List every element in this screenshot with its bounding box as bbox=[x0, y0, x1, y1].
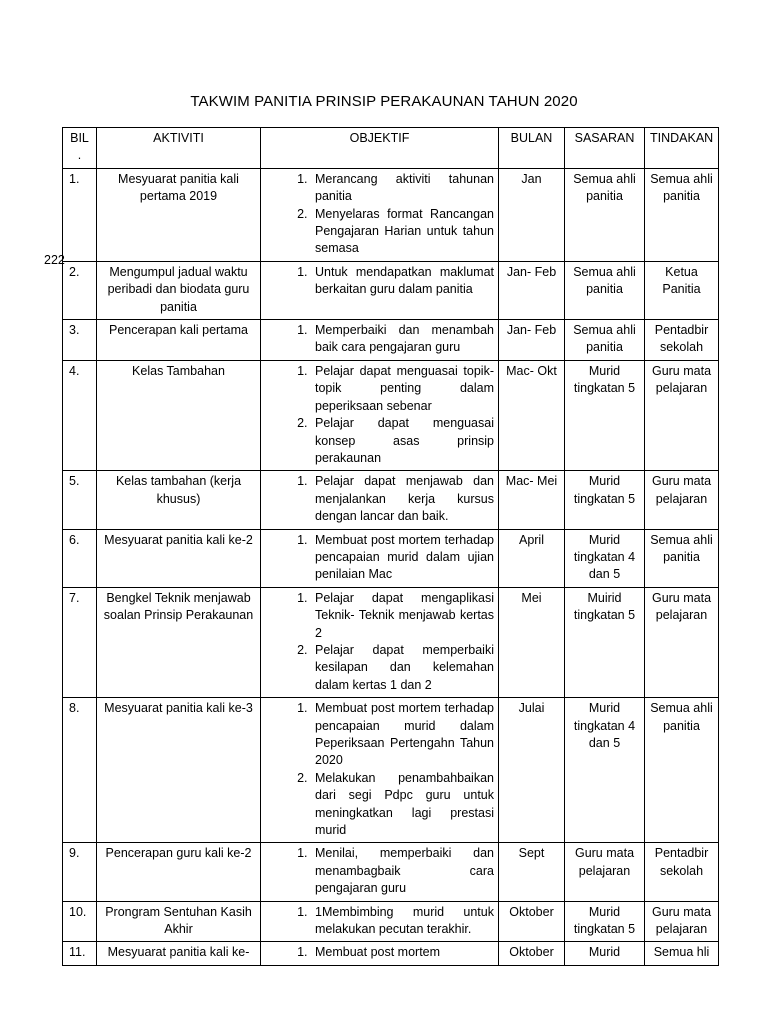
cell-objektif bbox=[261, 901, 499, 942]
takwim-table bbox=[62, 127, 719, 966]
cell-tindakan: Guru mata pelajaran bbox=[645, 360, 719, 470]
margin-number: 222 bbox=[44, 253, 65, 267]
table-row bbox=[63, 320, 719, 361]
cell-aktiviti: Mengumpul jadual waktu peribadi dan biodata guru panitia bbox=[97, 261, 261, 319]
objektif-item: 1. Membuat post mortem terhadap pencapaian murid dalam ujian penilaian Mac bbox=[311, 532, 494, 584]
cell-sasaran: Muirid tingkatan 5 bbox=[565, 587, 645, 697]
document-title: TAKWIM PANITIA PRINSIP PERAKAUNAN TAHUN 2020 bbox=[190, 93, 578, 110]
cell-bil: 4. bbox=[63, 360, 97, 470]
cell-objektif bbox=[261, 587, 499, 697]
cell-sasaran: Murid bbox=[565, 942, 645, 965]
table-row bbox=[63, 529, 719, 587]
cell-objektif bbox=[261, 471, 499, 529]
cell-bil: 3. bbox=[63, 320, 97, 361]
cell-sasaran: Murid tingkatan 5 bbox=[565, 360, 645, 470]
cell-tindakan: Guru mata pelajaran bbox=[645, 587, 719, 697]
cell-bulan: Oktober bbox=[499, 942, 565, 965]
cell-tindakan: Semua ahli panitia bbox=[645, 529, 719, 587]
objektif-item: 2. Pelajar dapat memperbaiki kesilapan dan kelemahan dalam kertas 1 dan 2 bbox=[311, 642, 494, 694]
table-row bbox=[63, 261, 719, 319]
cell-sasaran: Murid tingkatan 4 dan 5 bbox=[565, 529, 645, 587]
objektif-list bbox=[265, 845, 494, 897]
cell-objektif bbox=[261, 360, 499, 470]
header-bil: BIL . bbox=[63, 128, 97, 169]
objektif-list bbox=[265, 473, 494, 525]
header-sasaran: SASARAN bbox=[565, 128, 645, 169]
cell-tindakan: Guru mata pelajaran bbox=[645, 901, 719, 942]
cell-aktiviti: Bengkel Teknik menjawab soalan Prinsip Perakaunan bbox=[97, 587, 261, 697]
cell-objektif bbox=[261, 168, 499, 261]
cell-sasaran: Semua ahli panitia bbox=[565, 168, 645, 261]
header-objektif: OBJEKTIF bbox=[261, 128, 499, 169]
cell-aktiviti: Prongram Sentuhan Kasih Akhir bbox=[97, 901, 261, 942]
cell-tindakan: Semua ahli panitia bbox=[645, 168, 719, 261]
objektif-item: 1. Pelajar dapat mengaplikasi Teknik- Teknik menjawab kertas 2 bbox=[311, 590, 494, 642]
table-row bbox=[63, 843, 719, 901]
cell-bulan: Jan- Feb bbox=[499, 320, 565, 361]
cell-tindakan: Guru mata pelajaran bbox=[645, 471, 719, 529]
objektif-item: 1. Merancang aktiviti tahunan panitia bbox=[311, 171, 494, 206]
cell-bulan: Jan bbox=[499, 168, 565, 261]
table-row bbox=[63, 471, 719, 529]
cell-objektif bbox=[261, 843, 499, 901]
cell-bil: 6. bbox=[63, 529, 97, 587]
cell-tindakan: Semua ahli panitia bbox=[645, 698, 719, 843]
cell-objektif bbox=[261, 942, 499, 965]
objektif-item: 2. Pelajar dapat menguasai konsep asas prinsip perakaunan bbox=[311, 415, 494, 467]
cell-bil: 11. bbox=[63, 942, 97, 965]
cell-bil: 7. bbox=[63, 587, 97, 697]
objektif-item: 1. Memperbaiki dan menambah baik cara pengajaran guru bbox=[311, 322, 494, 357]
cell-sasaran: Semua ahli panitia bbox=[565, 320, 645, 361]
table-row bbox=[63, 698, 719, 843]
objektif-list bbox=[265, 944, 494, 961]
cell-tindakan: Semua hli bbox=[645, 942, 719, 965]
cell-tindakan: Ketua Panitia bbox=[645, 261, 719, 319]
cell-aktiviti: Mesyuarat panitia kali pertama 2019 bbox=[97, 168, 261, 261]
cell-bulan: Oktober bbox=[499, 901, 565, 942]
cell-bulan: Mac- Okt bbox=[499, 360, 565, 470]
header-bulan: BULAN bbox=[499, 128, 565, 169]
cell-sasaran: Murid tingkatan 5 bbox=[565, 471, 645, 529]
objektif-item: 1. Pelajar dapat menjawab dan menjalankan kerja kursus dengan lancar dan baik. bbox=[311, 473, 494, 525]
cell-aktiviti: Pencerapan guru kali ke-2 bbox=[97, 843, 261, 901]
cell-sasaran: Murid tingkatan 5 bbox=[565, 901, 645, 942]
table-row bbox=[63, 168, 719, 261]
table-row bbox=[63, 901, 719, 942]
cell-bil: 2. bbox=[63, 261, 97, 319]
cell-aktiviti: Pencerapan kali pertama bbox=[97, 320, 261, 361]
objektif-item: 1. 1Membimbing murid untuk melakukan pecutan terakhir. bbox=[311, 904, 494, 939]
objektif-list bbox=[265, 264, 494, 299]
cell-bulan: Julai bbox=[499, 698, 565, 843]
objektif-list bbox=[265, 171, 494, 258]
objektif-list bbox=[265, 700, 494, 839]
cell-objektif bbox=[261, 320, 499, 361]
table-row bbox=[63, 360, 719, 470]
cell-aktiviti: Mesyuarat panitia kali ke-2 bbox=[97, 529, 261, 587]
cell-bil: 9. bbox=[63, 843, 97, 901]
cell-bulan: April bbox=[499, 529, 565, 587]
objektif-item: 1. Pelajar dapat menguasai topik-topik penting dalam peperiksaan sebenar bbox=[311, 363, 494, 415]
objektif-list bbox=[265, 904, 494, 939]
cell-sasaran: Murid tingkatan 4 dan 5 bbox=[565, 698, 645, 843]
cell-aktiviti: Kelas Tambahan bbox=[97, 360, 261, 470]
cell-objektif bbox=[261, 529, 499, 587]
cell-bulan: Mac- Mei bbox=[499, 471, 565, 529]
cell-bil: 1. bbox=[63, 168, 97, 261]
header-tindakan: TINDAKAN bbox=[645, 128, 719, 169]
table-row bbox=[63, 587, 719, 697]
cell-tindakan: Pentadbir sekolah bbox=[645, 320, 719, 361]
objektif-item: 1. Menilai, memperbaiki dan menambagbaik cara pengajaran guru bbox=[311, 845, 494, 897]
table-header-row bbox=[63, 128, 719, 169]
cell-tindakan: Pentadbir sekolah bbox=[645, 843, 719, 901]
objektif-list bbox=[265, 322, 494, 357]
objektif-list bbox=[265, 590, 494, 694]
cell-bil: 8. bbox=[63, 698, 97, 843]
cell-bulan: Mei bbox=[499, 587, 565, 697]
cell-bulan: Sept bbox=[499, 843, 565, 901]
cell-bil: 10. bbox=[63, 901, 97, 942]
cell-objektif bbox=[261, 261, 499, 319]
cell-bil: 5. bbox=[63, 471, 97, 529]
cell-aktiviti: Mesyuarat panitia kali ke- bbox=[97, 942, 261, 965]
objektif-item: 2. Melakukan penambahbaikan dari segi Pdpc guru untuk meningkatkan lagi prestasi murid bbox=[311, 770, 494, 840]
table-row bbox=[63, 942, 719, 965]
objektif-list bbox=[265, 532, 494, 584]
objektif-item: 1. Membuat post mortem terhadap pencapaian murid dalam Peperiksaan Pertengahn Tahun 2020 bbox=[311, 700, 494, 770]
cell-aktiviti: Mesyuarat panitia kali ke-3 bbox=[97, 698, 261, 843]
cell-sasaran: Guru mata pelajaran bbox=[565, 843, 645, 901]
objektif-item: 1. Untuk mendapatkan maklumat berkaitan guru dalam panitia bbox=[311, 264, 494, 299]
cell-objektif bbox=[261, 698, 499, 843]
objektif-item: 1. Membuat post mortem bbox=[311, 944, 494, 961]
cell-aktiviti: Kelas tambahan (kerja khusus) bbox=[97, 471, 261, 529]
cell-sasaran: Semua ahli panitia bbox=[565, 261, 645, 319]
header-aktiviti: AKTIVITI bbox=[97, 128, 261, 169]
cell-bulan: Jan- Feb bbox=[499, 261, 565, 319]
objektif-item: 2. Menyelaras format Rancangan Pengajaran Harian untuk tahun semasa bbox=[311, 206, 494, 258]
objektif-list bbox=[265, 363, 494, 467]
